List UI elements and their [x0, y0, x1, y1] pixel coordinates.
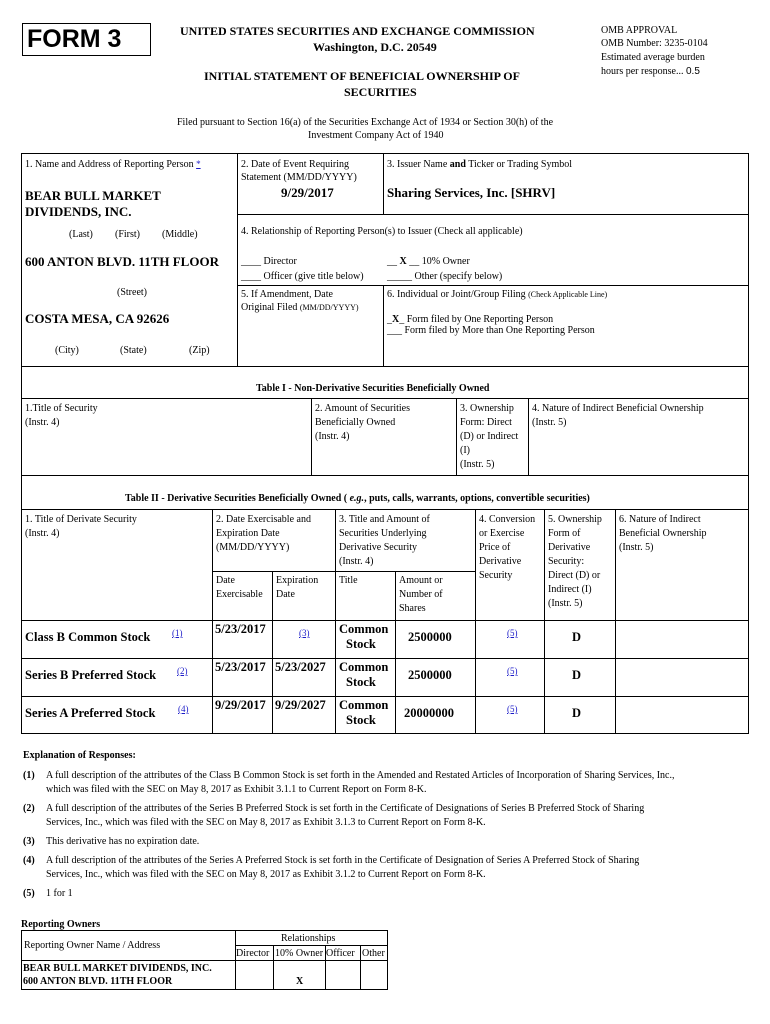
explanation-num: (4): [23, 855, 35, 866]
explanation-num: (1): [23, 770, 35, 781]
explanation-text: Services, Inc., which was filed with the SEC on May 8, 2017 as Exhibit 3.1.2 to Current Report on Form 8-K.: [46, 869, 486, 880]
explanation-text: Services, Inc., which was filed with the SEC on May 8, 2017 as Exhibit 3.1.3 to Current Report on Form 8-K.: [46, 817, 486, 828]
t2-col1-1: 1. Title of Derivate Security: [25, 514, 137, 525]
t2-col6-2: Beneficial Ownership: [619, 528, 707, 539]
t1-col3-4: (I): [460, 445, 470, 456]
owners-col-other: Other: [362, 948, 385, 959]
explanation-num: (2): [23, 803, 35, 814]
date-exercisable: 5/23/2017: [215, 660, 266, 674]
underlying-title-1: Common: [339, 622, 389, 636]
reporting-person-street: 600 ANTON BLVD. 11TH FLOOR: [25, 254, 219, 269]
t1-col2-2: Beneficially Owned: [315, 417, 396, 428]
date-exercisable: 5/23/2017: [215, 622, 266, 636]
omb-hours-label: hours per response...: [601, 66, 684, 77]
relationship-officer: ____ Officer (give title below): [241, 271, 364, 282]
t2-col5-4: Security:: [548, 556, 585, 567]
t2-col2-sub-b2: Date: [276, 589, 295, 600]
label-middle: (Middle): [162, 229, 198, 240]
label-first: (First): [115, 229, 140, 240]
explanation-text: A full description of the attributes of the Class B Common Stock is set forth in the Amended and Restated Articles of Incorporation of Sharing Services, Inc.,: [46, 770, 675, 781]
derivative-title: Class B Common Stock: [25, 630, 151, 644]
t2-col1-2: (Instr. 4): [25, 528, 60, 539]
box4-label: 4. Relationship of Reporting Person(s) to Issuer (Check all applicable): [241, 226, 523, 237]
table-row: [25, 669, 156, 683]
date-exercisable: 9/29/2017: [215, 698, 266, 712]
ownership-form: D: [572, 630, 582, 644]
t2-col6-3: (Instr. 5): [619, 542, 654, 553]
row-footnote-link[interactable]: (4): [178, 704, 189, 714]
explanation-num: (5): [23, 888, 35, 899]
label-street: (Street): [117, 287, 147, 298]
explanation-text: which was filed with the SEC on May 8, 2017 as Exhibit 3.1.1 to Current Report on Form 8-K.: [46, 784, 427, 795]
box1-label: 1. Name and Address of Reporting Person *: [25, 159, 201, 170]
box2-label-2: Statement (MM/DD/YYYY): [241, 172, 357, 183]
agency-name: UNITED STATES SECURITIES AND EXCHANGE COMMISSION: [180, 24, 535, 38]
reporting-person-name-2: DIVIDENDS, INC.: [25, 204, 132, 219]
t1-col3-3: (D) or Indirect: [460, 431, 519, 442]
expiration-date: 9/29/2027: [275, 698, 326, 712]
form-title: FORM 3: [27, 25, 122, 53]
table-row: [25, 631, 150, 645]
underlying-title-1: Common: [339, 698, 389, 712]
t2-col3-sub-b2: Number of: [399, 589, 443, 600]
explanation-text: This derivative has no expiration date.: [46, 836, 200, 847]
t2-col4-3: Price of: [479, 542, 511, 553]
event-date-value: 9/29/2017: [281, 185, 334, 200]
ownership-form: D: [572, 668, 582, 682]
filed-pursuant-1: Filed pursuant to Section 16(a) of the Securities Exchange Act of 1934 or Section 30(h) of the: [177, 117, 554, 128]
t2-col3-sub-b3: Shares: [399, 603, 426, 614]
explanation-text: A full description of the attributes of the Series B Preferred Stock is set forth in the Certificate of Designations of Series B Preferred Stock of Sharing: [46, 803, 645, 814]
t2-col3-1: 3. Title and Amount of: [339, 514, 430, 525]
t1-col1-1: 1.Title of Security: [25, 403, 98, 414]
underlying-title-1: Common: [339, 660, 389, 674]
underlying-amount: 2500000: [408, 668, 452, 682]
derivative-title: Series A Preferred Stock: [25, 706, 156, 720]
t1-col2-1: 2. Amount of Securities: [315, 403, 410, 414]
t2-col2-2: Expiration Date: [216, 528, 280, 539]
t2-col4-1: 4. Conversion: [479, 514, 536, 525]
t2-col2-3: (MM/DD/YYYY): [216, 542, 290, 553]
t1-col4-1: 4. Nature of Indirect Beneficial Ownership: [532, 403, 704, 414]
agency-location: Washington, D.C. 20549: [313, 40, 437, 54]
owners-col-director: Director: [236, 948, 270, 959]
t2-col5-1: 5. Ownership: [548, 514, 602, 525]
label-city: (City): [55, 345, 79, 356]
label-last: (Last): [69, 229, 93, 240]
omb-burden: Estimated average burden: [601, 52, 705, 63]
underlying-title-2: Stock: [346, 637, 376, 651]
table1-title: Table I - Non-Derivative Securities Beneficially Owned: [256, 383, 490, 394]
expiration-footnote-link[interactable]: (3): [299, 628, 310, 638]
reporting-owners-title: Reporting Owners: [21, 919, 101, 930]
label-state: (State): [120, 345, 147, 356]
owner-ten-percent-mark: X: [296, 976, 304, 987]
statement-title-2: SECURITIES: [344, 85, 417, 99]
owners-col-officer: Officer: [326, 948, 355, 959]
owners-col-ten: 10% Owner: [275, 948, 324, 959]
filing-one-person: _X_ Form filed by One Reporting Person: [387, 314, 554, 325]
relationship-other: _____ Other (specify below): [387, 271, 503, 282]
relationship-director: ____ Director: [241, 256, 297, 267]
t2-col2-1: 2. Date Exercisable and: [216, 514, 311, 525]
omb-approval: OMB APPROVAL: [601, 25, 678, 36]
omb-number: OMB Number: 3235-0104: [601, 38, 708, 49]
t2-col5-3: Derivative: [548, 542, 591, 553]
reporting-person-name-1: BEAR BULL MARKET: [25, 188, 161, 203]
t2-col5-6: Indirect (I): [548, 584, 592, 595]
underlying-amount: 20000000: [404, 706, 454, 720]
t2-col5-2: Form of: [548, 528, 581, 539]
label-zip: (Zip): [189, 345, 210, 356]
t2-col2-sub-a2: Exercisable: [216, 589, 263, 600]
t1-col2-3: (Instr. 4): [315, 431, 350, 442]
t2-col4-4: Derivative: [479, 556, 522, 567]
box5-label-2: Original Filed (MM/DD/YYYY): [241, 302, 359, 313]
t2-col3-sub-a: Title: [339, 575, 358, 586]
t2-col4-2: or Exercise: [479, 528, 525, 539]
table-row: [25, 707, 155, 721]
owners-col-name: Reporting Owner Name / Address: [24, 940, 161, 951]
table2-title: Table II - Derivative Securities Beneficially Owned ( e.g., puts, calls, warrants, options, convertible securities): [125, 493, 590, 504]
row-footnote-link[interactable]: (1): [172, 628, 183, 638]
issuer-name-value: Sharing Services, Inc. [SHRV]: [387, 185, 556, 200]
owner-name-2: 600 ANTON BLVD. 11TH FLOOR: [23, 976, 173, 987]
relationship-ten-percent: __ X __ 10% Owner: [387, 256, 470, 267]
t1-col4-2: (Instr. 5): [532, 417, 567, 428]
t2-col3-4: (Instr. 4): [339, 556, 374, 567]
statement-title-1: INITIAL STATEMENT OF BENEFICIAL OWNERSHIP OF: [204, 69, 520, 83]
price-footnote-link[interactable]: (5): [507, 704, 518, 714]
t2-col5-7: (Instr. 5): [548, 598, 583, 609]
price-footnote-link[interactable]: (5): [507, 628, 518, 638]
ownership-form: D: [572, 706, 582, 720]
owner-name-1: BEAR BULL MARKET DIVIDENDS, INC.: [23, 963, 212, 974]
t2-col4-5: Security: [479, 570, 513, 581]
expiration-date: 5/23/2027: [275, 660, 326, 674]
t2-col3-sub-b1: Amount or: [399, 575, 443, 586]
t1-col3-2: Form: Direct: [460, 417, 512, 428]
row-footnote-link[interactable]: (2): [177, 666, 188, 676]
filed-pursuant-2: Investment Company Act of 1940: [308, 130, 444, 141]
box2-label-1: 2. Date of Event Requiring: [241, 159, 350, 170]
t1-col1-2: (Instr. 4): [25, 417, 60, 428]
t2-col2-sub-b1: Expiration: [276, 575, 319, 586]
t2-col2-sub-a1: Date: [216, 575, 235, 586]
t2-col6-1: 6. Nature of Indirect: [619, 514, 701, 525]
owners-col-relationships: Relationships: [281, 933, 336, 944]
t2-col3-3: Derivative Security: [339, 542, 418, 553]
explanation-num: (3): [23, 836, 35, 847]
box1-footnote-link[interactable]: *: [196, 159, 201, 169]
box3-label: 3. Issuer Name and Ticker or Trading Symbol: [387, 159, 573, 170]
derivative-title: Series B Preferred Stock: [25, 668, 157, 682]
explanation-text: 1 for 1: [46, 888, 73, 899]
underlying-title-2: Stock: [346, 713, 376, 727]
t2-col5-5: Direct (D) or: [548, 570, 601, 581]
reporting-person-city: COSTA MESA, CA 92626: [25, 311, 170, 326]
t2-col3-2: Securities Underlying: [339, 528, 427, 539]
explanation-text: A full description of the attributes of the Series A Preferred Stock is set forth in the Certificate of Designation of Series A Preferred Stock of Sharing: [46, 855, 640, 866]
t1-col3-1: 3. Ownership: [460, 403, 514, 414]
filing-multiple-persons: ___ Form filed by More than One Reporting Person: [387, 325, 595, 336]
underlying-amount: 2500000: [408, 630, 452, 644]
t1-col3-5: (Instr. 5): [460, 459, 495, 470]
explanation-title: Explanation of Responses:: [23, 750, 136, 761]
omb-hours: [601, 66, 700, 77]
box6-label: 6. Individual or Joint/Group Filing (Check Applicable Line): [387, 289, 608, 300]
underlying-title-2: Stock: [346, 675, 376, 689]
price-footnote-link[interactable]: (5): [507, 666, 518, 676]
box5-label-1: 5. If Amendment, Date: [241, 289, 333, 300]
omb-hours-value: 0.5: [685, 66, 700, 77]
